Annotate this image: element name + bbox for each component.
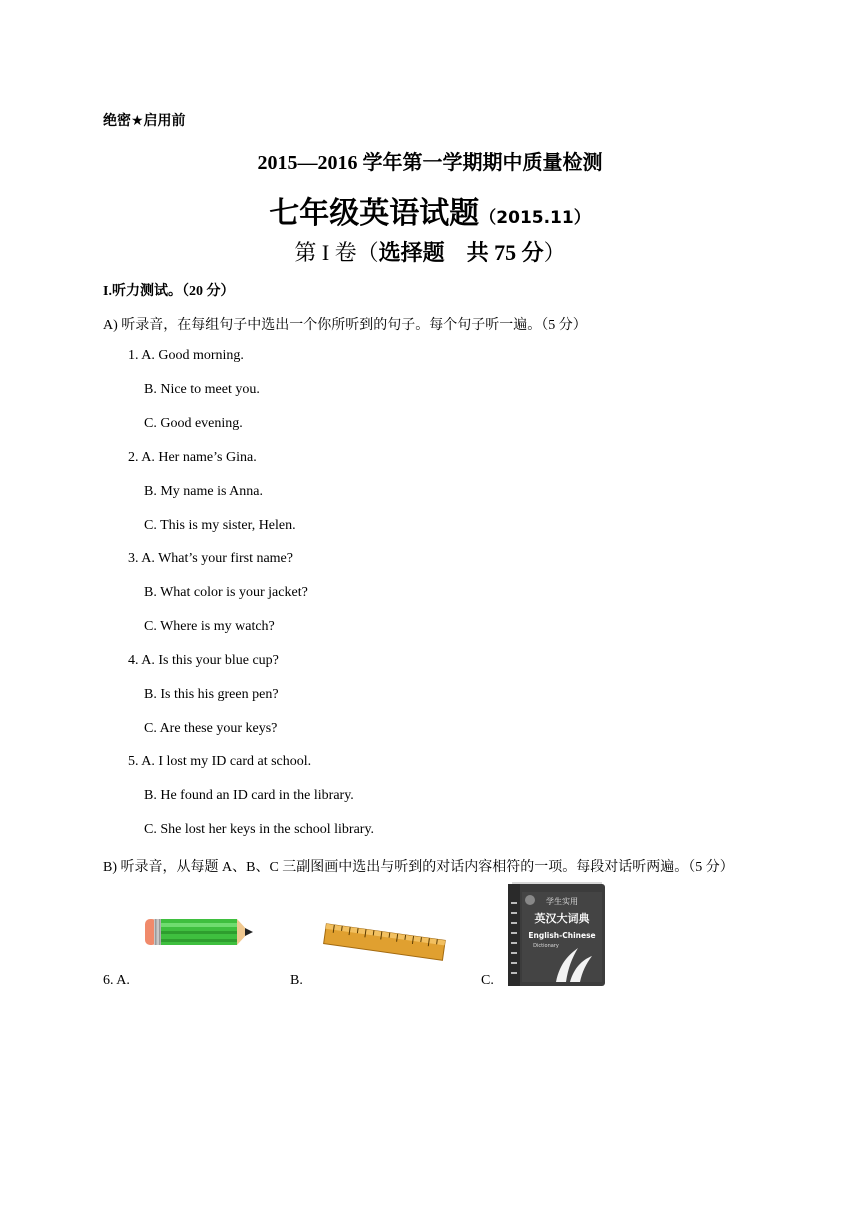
part-prefix: 第 I 卷（: [294, 240, 379, 265]
question-2-option-a: 2. A. Her name’s Gina.: [128, 450, 257, 465]
svg-text:英汉大词典: 英汉大词典: [534, 912, 590, 925]
question-4-option-b: B. Is this his green pen?: [144, 687, 279, 702]
part-description: 选择题 共 75 分: [378, 240, 544, 265]
svg-text:English-Chinese: English-Chinese: [528, 931, 596, 940]
pencil-picture: [145, 915, 257, 949]
question-3-option-b: B. What color is your jacket?: [144, 585, 308, 600]
question-1-option-a: 1. A. Good morning.: [128, 348, 244, 363]
part-a-instruction: A) 听录音，在每组句子中选出一个你所听到的句子。每个句子听一遍。（5 分）: [103, 318, 587, 333]
exam-subtitle: [0, 188, 860, 232]
part-suffix: ）: [543, 240, 566, 265]
dictionary-picture: [508, 882, 608, 988]
question-1-option-c: C. Good evening.: [144, 416, 243, 431]
question-2-option-b: B. My name is Anna.: [144, 484, 263, 499]
confidential-label: 绝密★启用前: [103, 113, 186, 129]
grade-subject-title: 七年级英语试题: [269, 196, 480, 231]
question-1-option-b: B. Nice to meet you.: [144, 382, 260, 397]
question-4-option-a: 4. A. Is this your blue cup?: [128, 653, 279, 668]
question-3-option-a: 3. A. What’s your first name?: [128, 551, 293, 566]
exam-title: 2015—2016 学年第一学期期中质量检测: [257, 152, 603, 174]
question-5-option-a: 5. A. I lost my ID card at school.: [128, 754, 312, 769]
question-5-option-c: C. She lost her keys in the school library.: [144, 822, 375, 837]
part-b-instruction: B) 听录音，从每题 A、B、C 三副图画中选出与听到的对话内容相符的一项。每段对话听两遍。（5 分）: [103, 860, 734, 875]
svg-text:学生实用: 学生实用: [546, 897, 578, 906]
exam-date: （2015.11）: [479, 208, 591, 228]
paper-part-title: [0, 236, 860, 267]
question-6-label-b: B.: [290, 973, 303, 988]
question-2-option-c: C. This is my sister, Helen.: [144, 518, 296, 533]
question-6-label-a: 6. A.: [103, 973, 130, 988]
ruler-picture: [322, 920, 446, 970]
question-4-option-c: C. Are these your keys?: [144, 721, 278, 736]
question-5-option-b: B. He found an ID card in the library.: [144, 788, 354, 803]
section-heading: I.听力测试。（20 分）: [103, 284, 235, 299]
question-3-option-c: C. Where is my watch?: [144, 619, 275, 634]
question-6-label-c: C.: [481, 973, 494, 988]
svg-text:Dictionary: Dictionary: [533, 943, 559, 949]
